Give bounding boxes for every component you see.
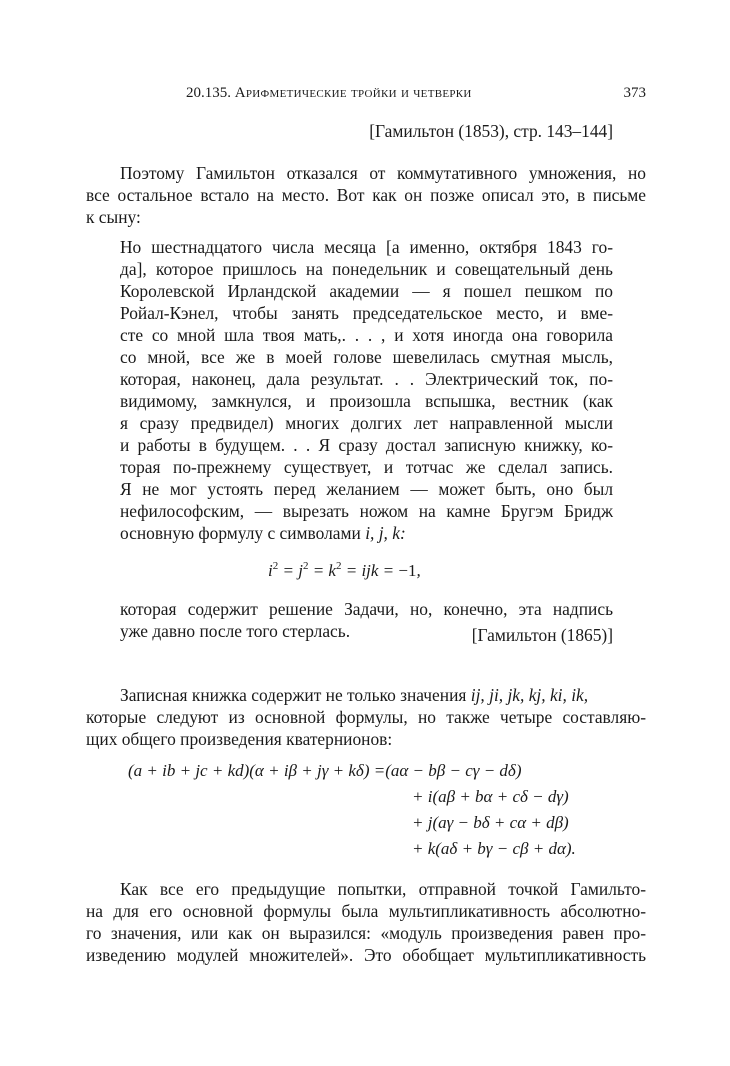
quote-line: Но шестнадцатого числа месяца [а именно, октября 1843 го- [120, 237, 613, 257]
page-number: 373 [623, 85, 646, 101]
hamilton-formula: $i^2 = j^2 = k^2$ = ijk = −1, [268, 560, 421, 580]
paragraph-line: изведению модулей множителей». Это обобщает мультипликативность [86, 945, 646, 965]
quote-line: да], которое пришлось на понедельник и совещательный день [120, 259, 613, 279]
paragraph-line: которые следуют из основной формулы, но также четыре составляю- [86, 707, 646, 727]
quote-line [120, 522, 406, 544]
quote-line: видимому, замкнулся, и произошла вспышка, вестник (как [120, 391, 613, 411]
quote-line: сте со мной шла твоя мать,. . . , и хотя иногда она говорила [120, 325, 613, 345]
quote-line: которая, наконец, дала результат. . . Электрический ток, по- [120, 369, 613, 389]
section-title [186, 85, 472, 102]
paragraph-line: все остальное встало на место. Вот как он позже описал это, в письме [86, 185, 646, 205]
paragraph-line: го значения, или как он выразился: «модуль произведения равен про- [86, 923, 646, 943]
section-name: Арифметические тройки и четверки [234, 85, 472, 101]
running-header [186, 85, 646, 107]
paragraph-line: Поэтому Гамильтон отказался от коммутативного умножения, но [120, 163, 646, 183]
paragraph-text: Записная книжка содержит не только значения [120, 685, 467, 705]
quote-line: Королевской Ирландской академии — я пошел пешком по [120, 281, 613, 301]
citation-hamilton-1865: [Гамильтон (1865)] [471, 625, 613, 645]
quaternion-product-line: + i(aβ + bα + cδ − dγ) [412, 787, 569, 806]
paragraph-line: к сыну: [86, 207, 141, 227]
symbols-ijk: i, j, k: [365, 523, 406, 543]
quote-line: Ройал-Кэнел, чтобы занять председательское место, и вме- [120, 303, 613, 323]
quote-line: которая содержит решение Задачи, но, конечно, эта надпись [120, 599, 613, 619]
quaternion-product-line: (a + ib + jc + kd)(α + iβ + jγ + kδ) =(aα − bβ − cγ − dδ) [128, 761, 522, 780]
paragraph-line: щих общего произведения кватернионов: [86, 729, 393, 749]
section-number: 20.135. [186, 85, 231, 101]
paragraph-line: на для его основной формулы была мультипликативность абсолютно- [86, 901, 646, 921]
quaternion-product-line: + k(aδ + bγ − cβ + dα). [412, 839, 576, 858]
quote-line: торая по-прежнему существует, и тотчас же сделал запись. [120, 457, 613, 477]
paragraph-line: Как все его предыдущие попытки, отправной точкой Гамильто- [120, 879, 646, 899]
quote-line: я сразу предвидел) многих долгих лет направленной мысли [120, 413, 613, 433]
quaternion-product-line: + j(aγ − bδ + cα + dβ) [412, 813, 569, 832]
quote-line: Я не мог устоять перед желанием — может быть, оно был [120, 479, 613, 499]
quote-line: уже давно после того стерлась. [120, 621, 351, 641]
quote-text: основную формулу с символами [120, 523, 361, 543]
citation-hamilton-1853: [Гамильтон (1853), стр. 143–144] [369, 121, 613, 141]
quote-line: со мной, все же в моей голове шевелилась смутная мысль, [120, 347, 613, 367]
products-list: ij, ji, jk, kj, ki, ik, [470, 685, 589, 705]
quote-line: нефилософским, — вырезать ножом на камне Бругэм Бридж [120, 501, 613, 521]
paragraph-line [120, 684, 646, 706]
quote-line: и работы в будущем. . . Я сразу достал записную книжку, ко- [120, 435, 613, 455]
